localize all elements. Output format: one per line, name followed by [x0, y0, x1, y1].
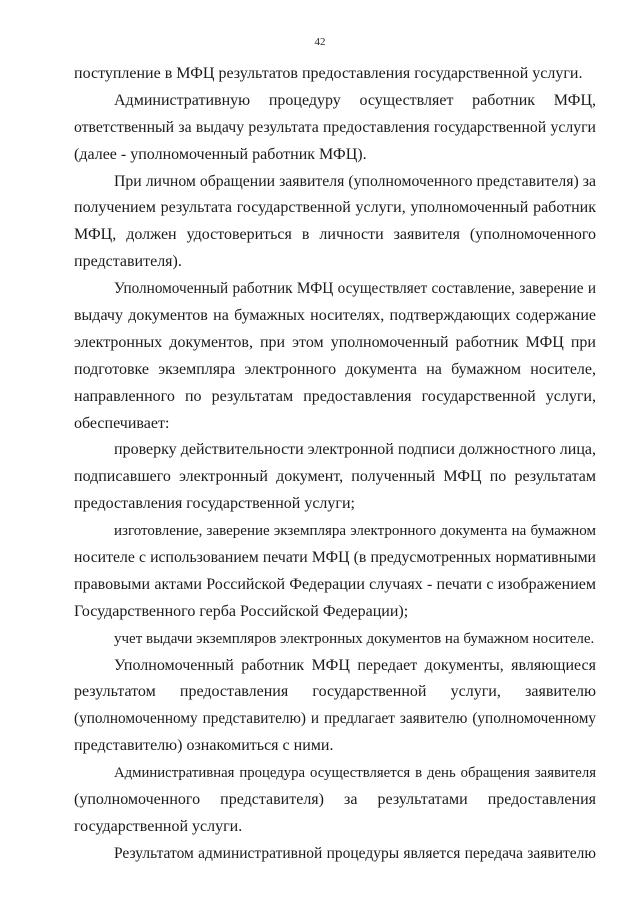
- text-line: представителю) ознакомиться с ними.: [74, 737, 334, 755]
- text-line: (далее - уполномоченный работник МФЦ).: [74, 145, 367, 163]
- text-line: Результатом административной процедуры является передача заявителю: [114, 844, 596, 862]
- paragraph: [74, 169, 596, 277]
- paragraph: [74, 61, 596, 88]
- text-line: государственной услуги.: [74, 817, 243, 835]
- text-line: ответственный за выдачу результата предоставления государственной услуги: [74, 118, 596, 136]
- text-line: выдачу документов на бумажных носителях, подтверждающих содержание: [74, 307, 596, 325]
- text-line: электронных документов, при этом уполномоченный работник МФЦ при: [74, 333, 596, 351]
- text-line: Административную процедуру осуществляет работник МФЦ,: [114, 91, 596, 109]
- text-line: правовыми актами Российской Федерации случаях - печати с изображением: [74, 575, 596, 593]
- text-line: подписавшего электронный документ, полученный МФЦ по результатам: [74, 468, 596, 486]
- paragraph: [74, 653, 596, 761]
- paragraph: [74, 276, 596, 437]
- text-line: изготовление, заверение экземпляра электронного документа на бумажном: [114, 523, 596, 540]
- text-line: получением результата государственной услуги, уполномоченный работник: [74, 199, 596, 217]
- document-body: [74, 61, 596, 868]
- paragraph: [74, 518, 596, 626]
- text-line: подготовке экземпляра электронного документа на бумажном носителе,: [74, 360, 596, 378]
- paragraph: [74, 88, 596, 169]
- paragraph: [74, 437, 596, 518]
- page-number: 42: [314, 36, 326, 48]
- paragraph: [74, 841, 596, 868]
- text-line: (уполномоченного представителя) за результатами предоставления: [74, 791, 596, 809]
- text-line: обеспечивает:: [74, 414, 170, 432]
- text-line: При личном обращении заявителя (уполномоченного представителя) за: [114, 172, 596, 190]
- paragraph: [74, 626, 596, 653]
- text-line: предоставления государственной услуги;: [74, 495, 355, 513]
- text-line: носителе с использованием печати МФЦ (в предусмотренных нормативными: [74, 549, 596, 567]
- text-line: Административная процедура осуществляется в день обращения заявителя: [114, 765, 596, 782]
- text-line: представителя).: [74, 253, 182, 271]
- text-line: Уполномоченный работник МФЦ осуществляет составление, заверение и: [114, 280, 596, 298]
- text-line: проверку действительности электронной подписи должностного лица,: [114, 441, 596, 459]
- text-line: учет выдачи экземпляров электронных документов на бумажном носителе.: [114, 630, 595, 647]
- text-line: направленного по результатам предоставления государственной услуги,: [74, 387, 596, 405]
- text-line: поступление в МФЦ результатов предоставления государственной услуги.: [74, 65, 583, 82]
- text-line: МФЦ, должен удостовериться в личности заявителя (уполномоченного: [74, 226, 596, 244]
- text-line: результатом предоставления государственной услуги, заявителю: [74, 683, 596, 701]
- text-line: Уполномоченный работник МФЦ передает документы, являющиеся: [114, 656, 596, 674]
- text-line: Государственного герба Российской Федерации);: [74, 602, 409, 620]
- text-line: (уполномоченному представителю) и предлагает заявителю (уполномоченному: [74, 710, 596, 728]
- paragraph: [74, 760, 596, 841]
